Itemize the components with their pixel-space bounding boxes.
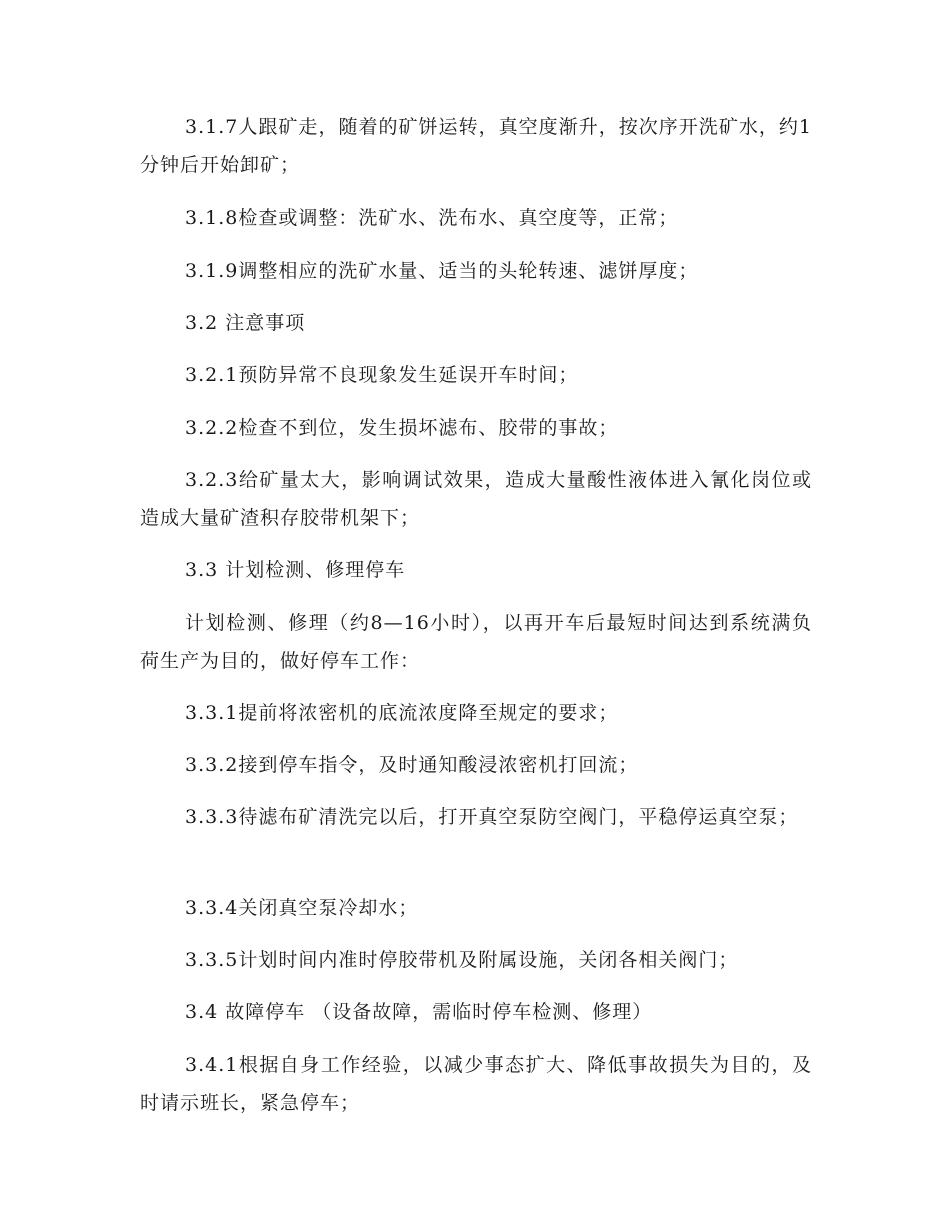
- paragraph-3-4-1: 3.4.1根据自身工作经验，以减少事态扩大、降低事故损失为目的，及时请示班长，紧急停车；: [140, 1054, 812, 1114]
- paragraph-3-1-9: 3.1.9调整相应的洗矿水量、适当的头轮转速、滤饼厚度；: [185, 260, 699, 282]
- paragraph-3-1-8: 3.1.8检查或调整：洗矿水、洗布水、真空度等，正常；: [185, 207, 679, 229]
- paragraph-3-2-3: 3.2.3给矿量太大，影响调试效果，造成大量酸性液体进入氰化岗位或造成大量矿渣积存胶带机架下；: [140, 469, 812, 529]
- section-heading-3-3: 3.3 计划检测、修理停车: [185, 559, 406, 581]
- paragraph-3-3-1: 3.3.1提前将浓密机的底流浓度降至规定的要求；: [185, 702, 619, 724]
- paragraph-3-3-3: 3.3.3待滤布矿清洗完以后，打开真空泵防空阀门，平稳停运真空泵；: [185, 806, 799, 828]
- paragraph-3-2-1: 3.2.1预防异常不良现象发生延误开车时间；: [185, 364, 579, 386]
- paragraph-3-1-7: 3.1.7人跟矿走，随着的矿饼运转，真空度渐升，按次序开洗矿水，约1分钟后开始卸矿；: [140, 116, 812, 176]
- paragraph-3-3-intro: 计划检测、修理（约8—16小时），以再开车后最短时间达到系统满负荷生产为目的，做好停车工作：: [140, 612, 812, 672]
- paragraph-3-3-5: 3.3.5计划时间内准时停胶带机及附属设施，关闭各相关阀门；: [185, 949, 739, 971]
- paragraph-3-2-2: 3.2.2检查不到位，发生损坏滤布、胶带的事故；: [185, 417, 619, 439]
- paragraph-3-3-4: 3.3.4关闭真空泵冷却水；: [185, 897, 419, 919]
- section-heading-3-4: 3.4 故障停车 （设备故障，需临时停车检测、修理）: [185, 1001, 653, 1023]
- section-heading-3-2: 3.2 注意事项: [185, 312, 306, 334]
- paragraph-3-3-2: 3.3.2接到停车指令，及时通知酸浸浓密机打回流；: [185, 754, 639, 776]
